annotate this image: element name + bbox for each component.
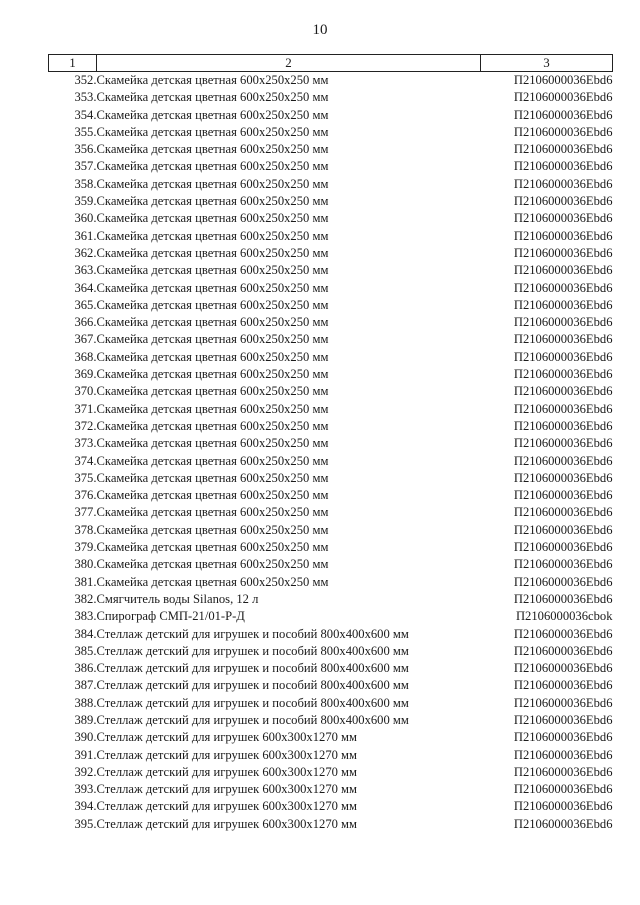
item-code: П2106000036Ebd6 xyxy=(513,263,613,278)
item-name: Скамейка детская цветная 600х250х250 мм xyxy=(96,142,329,157)
item-code: П2106000036Ebd6 xyxy=(513,712,613,727)
item-name: Стеллаж детский для игрушек 600х300х1270 мм xyxy=(96,730,357,745)
item-code: П2106000036Ebd6 xyxy=(513,332,613,347)
row-number: 359. xyxy=(74,194,97,209)
row-number: 383. xyxy=(74,609,97,624)
item-name: Скамейка детская цветная 600х250х250 мм xyxy=(96,436,329,451)
item-name: Скамейка детская цветная 600х250х250 мм xyxy=(96,124,329,139)
inventory-table xyxy=(48,54,613,833)
item-name: Стеллаж детский для игрушек 600х300х1270 мм xyxy=(96,799,357,814)
item-code: П2106000036Ebd6 xyxy=(513,747,613,762)
item-code: П2106000036Ebd6 xyxy=(513,90,613,105)
item-name: Стеллаж детский для игрушек и пособий 800х400х600 мм xyxy=(96,712,409,727)
row-number: 368. xyxy=(74,349,97,364)
item-name: Стеллаж детский для игрушек и пособий 800х400х600 мм xyxy=(96,678,409,693)
item-code: П2106000036Ebd6 xyxy=(513,142,613,157)
table-row xyxy=(49,487,613,504)
row-number: 391. xyxy=(74,747,97,762)
table-row xyxy=(49,383,613,400)
item-code: П2106000036Ebd6 xyxy=(513,730,613,745)
table-row xyxy=(49,297,613,314)
table-row xyxy=(49,522,613,539)
row-number: 387. xyxy=(74,678,97,693)
row-number: 369. xyxy=(74,367,97,382)
item-name: Смягчитель воды Silanos, 12 л xyxy=(96,591,259,606)
item-code: П2106000036Ebd6 xyxy=(513,799,613,814)
item-name: Скамейка детская цветная 600х250х250 мм xyxy=(96,263,329,278)
table-row xyxy=(49,816,613,833)
table-row xyxy=(49,626,613,643)
item-code: П2106000036Ebd6 xyxy=(513,384,613,399)
item-code: П2106000036Ebd6 xyxy=(513,349,613,364)
item-name: Скамейка детская цветная 600х250х250 мм xyxy=(96,211,329,226)
row-number: 381. xyxy=(74,574,97,589)
row-number: 371. xyxy=(74,401,97,416)
item-name: Скамейка детская цветная 600х250х250 мм xyxy=(96,107,329,122)
item-code: П2106000036Ebd6 xyxy=(513,124,613,139)
item-code: П2106000036Ebd6 xyxy=(513,540,613,555)
row-number: 364. xyxy=(74,280,97,295)
table-row xyxy=(49,435,613,452)
column-header-1: 1 xyxy=(49,55,97,72)
row-number: 354. xyxy=(74,107,97,122)
item-name: Скамейка детская цветная 600х250х250 мм xyxy=(96,540,329,555)
item-code: П2106000036Ebd6 xyxy=(513,436,613,451)
table-row xyxy=(49,314,613,331)
row-number: 376. xyxy=(74,488,97,503)
column-header-2: 2 xyxy=(97,55,481,72)
item-name: Скамейка детская цветная 600х250х250 мм xyxy=(96,505,329,520)
table-row xyxy=(49,729,613,746)
table-row xyxy=(49,591,613,608)
item-name: Спирограф СМП-21/01-Р-Д xyxy=(96,609,245,624)
item-name: Стеллаж детский для игрушек и пособий 800х400х600 мм xyxy=(96,661,409,676)
item-code: П2106000036Ebd6 xyxy=(513,522,613,537)
row-number: 382. xyxy=(74,591,97,606)
row-number: 392. xyxy=(74,764,97,779)
table-row xyxy=(49,245,613,262)
item-name: Скамейка детская цветная 600х250х250 мм xyxy=(96,297,329,312)
row-number: 365. xyxy=(74,297,97,312)
item-name: Стеллаж детский для игрушек 600х300х1270 мм xyxy=(96,764,357,779)
item-name: Скамейка детская цветная 600х250х250 мм xyxy=(96,228,329,243)
row-number: 358. xyxy=(74,176,97,191)
row-number: 374. xyxy=(74,453,97,468)
row-number: 388. xyxy=(74,695,97,710)
row-number: 356. xyxy=(74,142,97,157)
row-number: 390. xyxy=(74,730,97,745)
row-number: 367. xyxy=(74,332,97,347)
table-row xyxy=(49,712,613,729)
item-code: П2106000036Ebd6 xyxy=(513,453,613,468)
row-number: 378. xyxy=(74,522,97,537)
table-row xyxy=(49,574,613,591)
table-row xyxy=(49,176,613,193)
row-number: 395. xyxy=(74,816,97,831)
row-number: 377. xyxy=(74,505,97,520)
item-name: Стеллаж детский для игрушек 600х300х1270 мм xyxy=(96,782,357,797)
item-name: Скамейка детская цветная 600х250х250 мм xyxy=(96,73,329,87)
row-number: 361. xyxy=(74,228,97,243)
row-number: 360. xyxy=(74,211,97,226)
table-row xyxy=(49,89,613,106)
table-header-row xyxy=(49,55,613,72)
item-name: Скамейка детская цветная 600х250х250 мм xyxy=(96,384,329,399)
item-code: П2106000036Ebd6 xyxy=(513,695,613,710)
row-number: 375. xyxy=(74,470,97,485)
table-row xyxy=(49,764,613,781)
table-row xyxy=(49,695,613,712)
table-row xyxy=(49,72,613,90)
row-number: 366. xyxy=(74,315,97,330)
item-name: Скамейка детская цветная 600х250х250 мм xyxy=(96,194,329,209)
item-code: П2106000036Ebd6 xyxy=(513,557,613,572)
item-code: П2106000036Ebd6 xyxy=(513,159,613,174)
row-number: 389. xyxy=(74,712,97,727)
item-code: П2106000036Ebd6 xyxy=(513,107,613,122)
item-name: Стеллаж детский для игрушек 600х300х1270 мм xyxy=(96,816,357,831)
row-number: 386. xyxy=(74,661,97,676)
item-code: П2106000036cbok xyxy=(515,609,613,624)
item-code: П2106000036Ebd6 xyxy=(513,315,613,330)
item-name: Скамейка детская цветная 600х250х250 мм xyxy=(96,349,329,364)
item-code: П2106000036Ebd6 xyxy=(513,418,613,433)
row-number: 363. xyxy=(74,263,97,278)
row-number: 373. xyxy=(74,436,97,451)
item-name: Скамейка детская цветная 600х250х250 мм xyxy=(96,453,329,468)
table-row xyxy=(49,747,613,764)
item-name: Скамейка детская цветная 600х250х250 мм xyxy=(96,90,329,105)
item-code: П2106000036Ebd6 xyxy=(513,816,613,831)
item-name: Скамейка детская цветная 600х250х250 мм xyxy=(96,159,329,174)
item-name: Скамейка детская цветная 600х250х250 мм xyxy=(96,315,329,330)
table-row xyxy=(49,228,613,245)
item-name: Стеллаж детский для игрушек и пособий 800х400х600 мм xyxy=(96,695,409,710)
table-body xyxy=(49,72,613,834)
item-name: Стеллаж детский для игрушек и пособий 800х400х600 мм xyxy=(96,626,409,641)
table-row xyxy=(49,193,613,210)
item-name: Скамейка детская цветная 600х250х250 мм xyxy=(96,280,329,295)
item-name: Стеллаж детский для игрушек и пособий 800х400х600 мм xyxy=(96,643,409,658)
table-row xyxy=(49,418,613,435)
item-name: Скамейка детская цветная 600х250х250 мм xyxy=(96,367,329,382)
table-row xyxy=(49,401,613,418)
row-number: 370. xyxy=(74,384,97,399)
table-row xyxy=(49,141,613,158)
item-name: Скамейка детская цветная 600х250х250 мм xyxy=(96,522,329,537)
table-row xyxy=(49,349,613,366)
table-row xyxy=(49,660,613,677)
row-number: 393. xyxy=(74,782,97,797)
table-row xyxy=(49,608,613,625)
table-row xyxy=(49,643,613,660)
table-row xyxy=(49,366,613,383)
item-code: П2106000036Ebd6 xyxy=(513,643,613,658)
row-number: 385. xyxy=(74,643,97,658)
item-name: Скамейка детская цветная 600х250х250 мм xyxy=(96,574,329,589)
item-code: П2106000036Ebd6 xyxy=(513,297,613,312)
item-name: Стеллаж детский для игрушек 600х300х1270 мм xyxy=(96,747,357,762)
table-row xyxy=(49,124,613,141)
item-code: П2106000036Ebd6 xyxy=(513,194,613,209)
row-number: 353. xyxy=(74,90,97,105)
item-code: П2106000036Ebd6 xyxy=(513,591,613,606)
item-name: Скамейка детская цветная 600х250х250 мм xyxy=(96,557,329,572)
table-row xyxy=(49,262,613,279)
table-row xyxy=(49,107,613,124)
table-row xyxy=(49,280,613,297)
item-code: П2106000036Ebd6 xyxy=(513,678,613,693)
item-name: Скамейка детская цветная 600х250х250 мм xyxy=(96,488,329,503)
item-name: Скамейка детская цветная 600х250х250 мм xyxy=(96,470,329,485)
row-number: 355. xyxy=(74,124,97,139)
row-number: 380. xyxy=(74,557,97,572)
item-code: П2106000036Ebd6 xyxy=(513,505,613,520)
row-number: 362. xyxy=(74,245,97,260)
table-row xyxy=(49,210,613,227)
item-code: П2106000036Ebd6 xyxy=(513,764,613,779)
item-code: П2106000036Ebd6 xyxy=(513,470,613,485)
item-code: П2106000036Ebd6 xyxy=(513,367,613,382)
table-row xyxy=(49,470,613,487)
item-code: П2106000036Ebd6 xyxy=(513,280,613,295)
table-row xyxy=(49,556,613,573)
item-code: П2106000036Ebd6 xyxy=(513,488,613,503)
item-code: П2106000036Ebd6 xyxy=(513,228,613,243)
table-row xyxy=(49,453,613,470)
item-code: П2106000036Ebd6 xyxy=(513,574,613,589)
item-name: Скамейка детская цветная 600х250х250 мм xyxy=(96,401,329,416)
item-code: П2106000036Ebd6 xyxy=(513,782,613,797)
item-code: П2106000036Ebd6 xyxy=(513,176,613,191)
row-number: 379. xyxy=(74,540,97,555)
item-name: Скамейка детская цветная 600х250х250 мм xyxy=(96,332,329,347)
table-row xyxy=(49,781,613,798)
item-name: Скамейка детская цветная 600х250х250 мм xyxy=(96,176,329,191)
table-row xyxy=(49,798,613,815)
item-code: П2106000036Ebd6 xyxy=(513,401,613,416)
item-code: П2106000036Ebd6 xyxy=(513,626,613,641)
row-number: 372. xyxy=(74,418,97,433)
column-header-3: 3 xyxy=(481,55,613,72)
table-row xyxy=(49,677,613,694)
table-row xyxy=(49,331,613,348)
item-name: Скамейка детская цветная 600х250х250 мм xyxy=(96,245,329,260)
page-number: 10 xyxy=(312,22,328,38)
item-name: Скамейка детская цветная 600х250х250 мм xyxy=(96,418,329,433)
table-row xyxy=(49,158,613,175)
item-code: П2106000036Ebd6 xyxy=(513,661,613,676)
row-number: 394. xyxy=(74,799,97,814)
item-code: П2106000036Ebd6 xyxy=(513,245,613,260)
row-number: 357. xyxy=(74,159,97,174)
table-row xyxy=(49,504,613,521)
item-code: П2106000036Ebd6 xyxy=(513,73,613,87)
table-row xyxy=(49,539,613,556)
row-number: 384. xyxy=(74,626,97,641)
row-number: 352. xyxy=(74,73,97,87)
item-code: П2106000036Ebd6 xyxy=(513,211,613,226)
